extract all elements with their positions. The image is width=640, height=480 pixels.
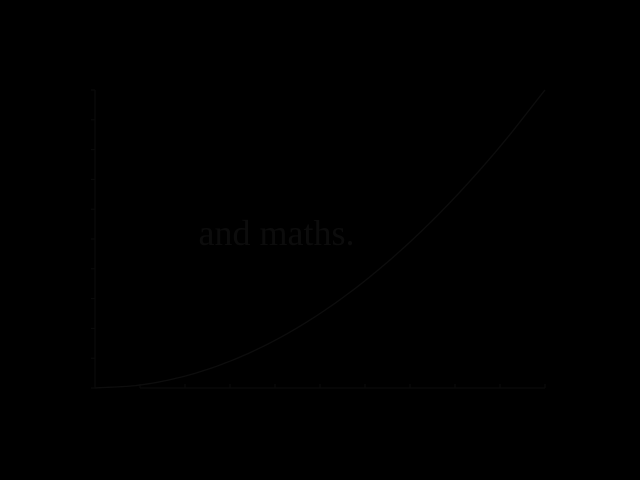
annotation-text: and maths. [198, 212, 355, 253]
annotations [199, 213, 355, 253]
